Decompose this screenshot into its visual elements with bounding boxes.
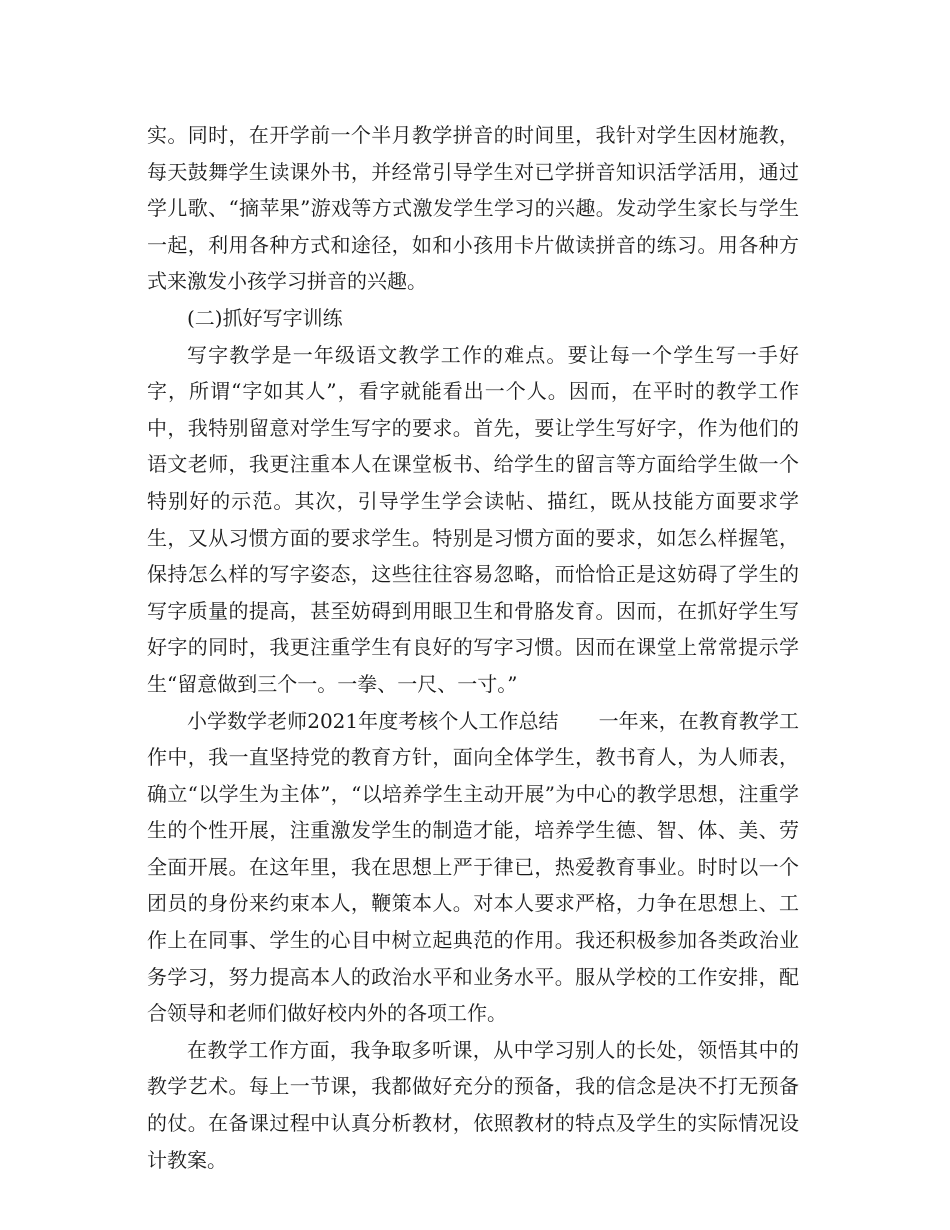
document-page [147,117,799,1178]
section-heading-writing: (二)抓好写字训练 [187,305,343,330]
paragraph-writing-training: 写字教学是一年级语文教学工作的难点。要让每一个学生写一手好字，所谓“字如其人”，看字就能看出一个人。因而，在平时的教学工作中，我特别留意对学生写字的要求。首先，要让学生写好字，作为他们的语文老师，我更注重本人在课堂板书、给学生的留言等方面给学生做一个特别好的示范。其次，引导学生学会读帖、描红，既从技能方面要求学生，又从习惯方面的要求学生。特别是习惯方面的要求，如怎么样握笔，保持怎么样的写字姿态，这些往往容易忽略，而恰恰正是这妨碍了学生的写字质量的提高，甚至妨碍到用眼卫生和骨胳发育。因而，在抓好学生写好字的同时，我更注重学生有良好的写字习惯。因而在课堂上常常提示学生“留意做到三个一。一拳、一尺、一寸。” [147,342,799,696]
paragraph-teaching-work: 在教学工作方面，我争取多听课，从中学习别人的长处，领悟其中的教学艺术。每上一节课，我都做好充分的预备，我的信念是决不打无预备的仗。在备课过程中认真分析教材，依照教材的特点及学生的实际情况设计教案。 [147,1037,799,1172]
paragraph-annual-summary: 小学数学老师2021年度考核个人工作总结 一年来，在教育教学工作中，我一直坚持党的教育方针，面向全体学生，教书育人，为人师表，确立“以学生为主体”，“以培养学生主动开展”为中心的教学思想，注重学生的个性开展，注重激发学生的制造才能，培养学生德、智、体、美、劳全面开展。在这年里，我在思想上严于律已，热爱教育事业。时时以一个团员的身份来约束本人，鞭策本人。对本人要求严格，力争在思想上、工作上在同事、学生的心目中树立起典范的作用。我还积极参加各类政治业务学习，努力提高本人的政治水平和业务水平。服从学校的工作安排，配合领导和老师们做好校内外的各项工作。 [147,708,799,1026]
paragraph-pinyin-continued: 实。同时，在开学前一个半月教学拼音的时间里，我针对学生因材施教，每天鼓舞学生读课外书，并经常引导学生对已学拼音知识活学活用，通过学儿歌、“摘苹果”游戏等方式激发学生学习的兴趣。发动学生家长与学生一起，利用各种方式和途径，如和小孩用卡片做读拼音的练习。用各种方式来激发小孩学习拼音的兴趣。 [147,123,799,294]
